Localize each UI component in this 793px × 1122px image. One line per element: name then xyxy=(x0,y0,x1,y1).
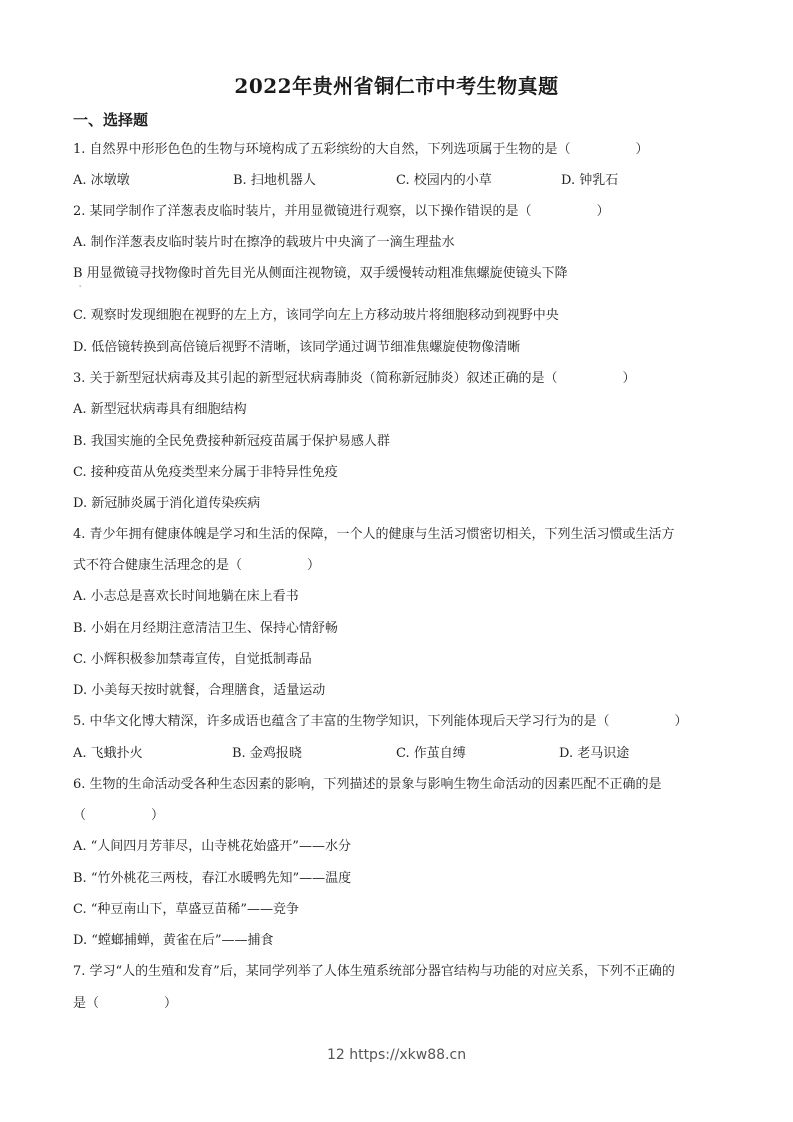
question-4-option-d[interactable]: D. 小美每天按时就餐，合理膳食，适量运动 xyxy=(73,683,326,698)
question-5-option-c[interactable]: C. 作茧自缚 xyxy=(396,746,466,761)
question-7-stem-line-1: 7. 学习“人的生殖和发育”后，某同学列举了人体生殖系统部分器官结构与功能的对应关系，下列不正确的 xyxy=(73,964,675,979)
question-6-stem-line-1: 6. 生物的生命活动受各种生态因素的影响，下列描述的景象与影响生物生命活动的因素匹配不正确的是 xyxy=(73,777,662,792)
question-5-option-d[interactable]: D. 老马识途 xyxy=(559,746,630,761)
question-4-option-a[interactable]: A. 小志总是喜欢长时间地躺在床上看书 xyxy=(73,589,299,604)
question-5-option-a[interactable]: A. 飞蛾扑火 xyxy=(73,746,143,761)
page-footer: 12 https://xkw88.cn xyxy=(326,1047,467,1063)
question-3-stem: 3. 关于新型冠状病毒及其引起的新型冠状病毒肺炎（简称新冠肺炎）叙述正确的是（ ） xyxy=(73,371,636,386)
question-4-option-b[interactable]: B. 小娟在月经期注意清洁卫生、保持心情舒畅 xyxy=(73,621,338,636)
question-2-option-c[interactable]: C. 观察时发现细胞在视野的左上方，该同学向左上方移动玻片将细胞移动到视野中央 xyxy=(73,308,559,323)
question-6-option-b[interactable]: B. “竹外桃花三两枝，春江水暖鸭先知”——温度 xyxy=(73,871,352,886)
question-4-stem-line-1: 4. 青少年拥有健康体魄是学习和生活的保障，一个人的健康与生活习惯密切相关，下列生活习惯或生活方 xyxy=(73,527,675,542)
question-4-option-c[interactable]: C. 小辉积极参加禁毒宣传，自觉抵制毒品 xyxy=(73,652,312,667)
question-6-stem-line-2: （ ） xyxy=(73,808,165,823)
question-3-option-b[interactable]: B. 我国实施的全民免费接种新冠疫苗属于保护易感人群 xyxy=(73,434,390,449)
question-2-option-a[interactable]: A. 制作洋葱表皮临时装片时在擦净的载玻片中央滴了一滴生理盐水 xyxy=(73,235,455,250)
question-2-stem: 2. 某同学制作了洋葱表皮临时装片，并用显微镜进行观察，以下操作错误的是（ ） xyxy=(73,204,610,219)
question-4-stem-line-2: 式不符合健康生活理念的是（ ） xyxy=(73,558,321,573)
question-1-stem: 1. 自然界中形形色色的生物与环境构成了五彩缤纷的大自然，下列选项属于生物的是（ ） xyxy=(73,142,649,157)
question-1-option-d[interactable]: D. 钟乳石 xyxy=(561,173,619,188)
question-6-option-d[interactable]: D. “螳螂捕蝉，黄雀在后”——捕食 xyxy=(73,933,274,948)
page-title: 2022年贵州省铜仁市中考生物真题 xyxy=(234,74,559,98)
question-2-option-d[interactable]: D. 低倍镜转换到高倍镜后视野不清晰，该同学通过调节细准焦螺旋使物像清晰 xyxy=(73,340,521,355)
question-6-option-a[interactable]: A. “人间四月芳菲尽，山寺桃花始盛开”——水分 xyxy=(73,839,351,854)
question-3-option-c[interactable]: C. 接种疫苗从免疫类型来分属于非特异性免疫 xyxy=(73,465,338,480)
question-7-stem-line-2: 是（ ） xyxy=(73,996,178,1011)
question-1-option-a[interactable]: A. 冰墩墩 xyxy=(73,173,130,188)
question-1-option-b[interactable]: B. 扫地机器人 xyxy=(233,173,316,188)
question-5-stem: 5. 中华文化博大精深，许多成语也蕴含了丰富的生物学知识，下列能体现后天学习行为的是（ ） xyxy=(73,714,688,729)
question-2-option-b[interactable]: B 用显微镜寻找物像时首先目光从侧面注视物镜，双手缓慢转动粗准焦螺旋使镜头下降 xyxy=(73,266,568,281)
question-3-option-d[interactable]: D. 新冠肺炎属于消化道传染疾病 xyxy=(73,496,261,511)
question-6-option-c[interactable]: C. “种豆南山下，草盛豆苗稀”——竞争 xyxy=(73,902,300,917)
section-heading: 一、选择题 xyxy=(73,111,149,129)
question-3-option-a[interactable]: A. 新型冠状病毒具有细胞结构 xyxy=(73,402,247,417)
question-5-option-b[interactable]: B. 金鸡报晓 xyxy=(232,746,302,761)
question-1-option-c[interactable]: C. 校园内的小草 xyxy=(396,173,492,188)
stray-mark: ' xyxy=(79,284,82,293)
